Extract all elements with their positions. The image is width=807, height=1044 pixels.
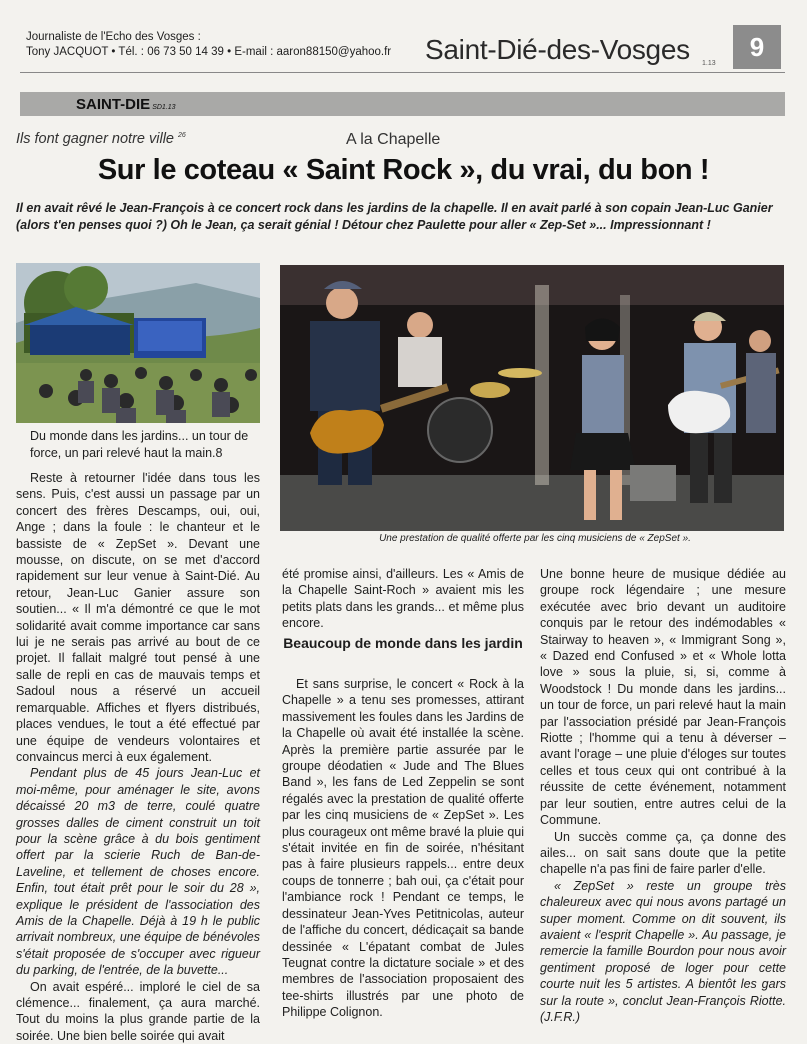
left-kicker-num: 26 — [178, 132, 186, 140]
page-number: 9 — [733, 25, 781, 69]
section-banner — [20, 92, 785, 116]
column-3 — [540, 566, 786, 1025]
journalist-line-1: Journaliste de l'Echo des Vosges : — [26, 31, 201, 43]
col3-paragraph-1: Une bonne heure de musique dédiée au groupe rock légendaire ; une mesure exécutée avec brio devant un auditoire conquis par le retour des indémodables « Stairway to heaven », « Immigrant Song », « Dazed end Confused » et « Whole lotta love » sous la pluie, si, si, comme à Woodstock ! Du monde dans les jardins... un tour de force, un pari relevé haut la main par l'association présidé par Jean-François Riotte ; l'homme qui a tenu à déverser – avant l'orage – une pluie d'éloges sur toutes celles et tous ceux qui ont contribué à la réussite de cette événement, notamment par leur soutien, entre autres celui de la Commune. — [540, 567, 786, 828]
column-2 — [282, 676, 524, 1021]
section-code: SD1.13 — [152, 104, 176, 111]
article-title: Sur le coteau « Saint Rock », du vrai, du bon ! — [97, 154, 710, 186]
header-rule — [20, 72, 785, 73]
column-1 — [16, 470, 260, 1044]
edition-code: 1.13 — [702, 60, 716, 67]
journalist-line-2: Tony JACQUOT • Tél. : 06 73 50 14 39 • E-mail : aaron88150@yahoo.fr — [26, 46, 392, 58]
col3-paragraph-3: « ZepSet » reste un groupe très chaleureux avec qui nous avons partagé un super moment. Comme on dit souvent, ils avaient « l'esprit Chapelle ». Au passage, je remercie la famille Bourdon pour nous avoir gentiment proposé de loger pour cette courte nuit les 5 artistes. A bientôt les gars sur la route », conclut Jean-François Riotte. (J.F.R.) — [540, 878, 786, 1024]
col1-paragraph-2: Pendant plus de 45 jours Jean-Luc et moi-même, pour aménager le site, avons décaissé 20 m3 de terre, coulé quatre grosses dalles de ciment construit un toit pour la scène grâce à du bois gentiment offert par la scierie Ruch de Ban-de-Laveline, et tellement de choses encore. Enfin, tout était prêt pour le soir du 28 », explique le président de l'association des Amis de la Chapelle. Déjà à 19 h le public arrivait nombreux, une équipe de bénévoles s'était proposée de s'occuper avec rigueur du parking, de l'entrée, de la buvette... — [16, 766, 260, 978]
col2-paragraph-1: Et sans surprise, le concert « Rock à la Chapelle » a tenu ses promesses, attirant massivement les foules dans les Jardins de la Chapelle où avait été installée la scène. Après la première partie assurée par le groupe déodatien « Jude and The Blues Band », les fans de Led Zeppelin se sont régalés avec la prestation de qualité offerte par les cinq musiciens de « ZepSet ». Les plus courageux ont même bravé la pluie qui s'était invitée en fin de soirée, n'hésitant pas à faire plusieurs rappels... entre deux coups de tonnerre ; bah oui, ça c'était pour l'ambiance rock ! Pendant ce temps, le dessinateur Jean-Yves Petitnicolas, auteur de l'affiche du concert, dédicaçait sa bande dessinée « L'épatant combat de Jules Teugnat contre la dictature sociale » et des membres de l'association proposaient des tee-shirts illustrés par une photo de Philippe Colignon. — [282, 677, 524, 1020]
section-label — [76, 96, 176, 113]
article-lead: Il en avait rêvé le Jean-François à ce concert rock dans les jardins de la chapelle. Il en avait parlé à son copain Jean-Luc Ganier (alors t'en penses quoi ?) Oh le Jean, ça serait génial ! Détour chez Paulette pour aller « Zep-Set »... Impressionnant ! — [16, 201, 773, 232]
col1-paragraph-1: Reste à retourner l'idée dans tous les sens. Puis, c'est aussi un passage par un concert des frères Descamps, oui, oui, Ange ; dans la foule : le chanteur et le bassiste de « ZepSet ». Devant une mousse, on discute, on se met d'accord rapidement sur leur venue à Saint-Dié. Au retour, Jean-Luc Ganier assure son soutien... « Il m'a démontré ce que le mot solidarité avait comme importance car sans lui je ne serais pas arrivé au bout de ce projet. Il fallait malgré tout pensé à une salle de repli en cas de mauvais temps et Sadoul nous a réservé un accueil remarquable. Affiches et flyers distribués, places vendues, le tout a été effectué par une équipe de vendeurs volontaires et convaincus merci à eux également. — [16, 471, 260, 764]
col1-paragraph-3: On avait espéré... imploré le ciel de sa clémence... finalement, ça aura marché. Tout du moins la plus grande partie de la soirée. Une bien belle soirée qui avait — [16, 979, 260, 1043]
crowd-photo — [16, 263, 260, 423]
col2-intro: été promise ainsi, d'ailleurs. Les « Amis de la Chapelle Saint-Roch » avaient mis les petits plats dans les grands... et même plus encore. — [282, 567, 524, 631]
photo-caption-1: Du monde dans les jardins... un tour de force, un pari relevé haut la main.8 — [30, 429, 249, 460]
left-kicker — [16, 131, 186, 147]
band-photo — [280, 265, 784, 531]
city-heading: Saint-Dié-des-Vosges — [425, 34, 690, 65]
left-kicker-text: Ils font gagner notre ville — [16, 131, 174, 147]
photo-caption-2: Une prestation de qualité offerte par les cinq musiciens de « ZepSet ». — [379, 533, 691, 544]
col3-paragraph-2: Un succès comme ça, ça donne des ailes... on sait sans doute que la petite chapelle n'a pas fini de faire parler d'elle. — [540, 829, 786, 877]
article-kicker: A la Chapelle — [346, 131, 441, 148]
journalist-credit — [26, 30, 391, 60]
column-2-intro — [282, 566, 524, 632]
article-subhead: Beaucoup de monde dans les jardin — [283, 635, 523, 651]
section-label-text: SAINT-DIE — [76, 96, 151, 113]
